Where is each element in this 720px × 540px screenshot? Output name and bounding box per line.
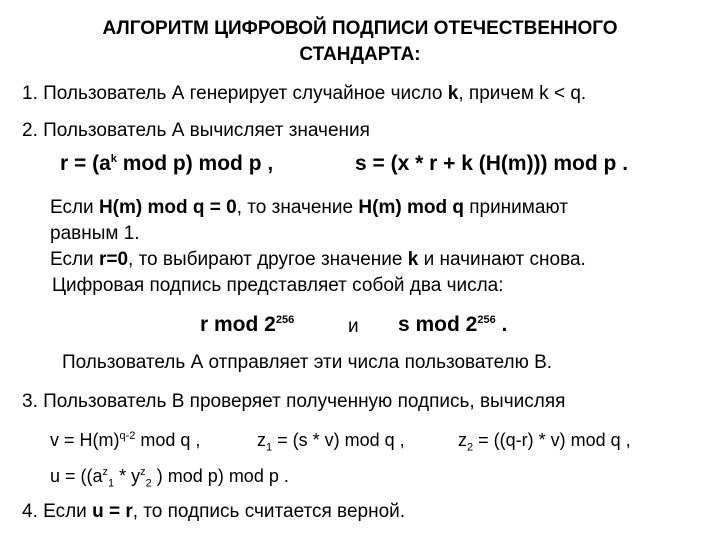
condition-r-zero: Если r=0, то выбирают другое значение k и начинают снова. [50,249,586,270]
signature-and: и [348,316,359,337]
condition-hash-line-2: равным 1. [50,223,140,244]
formula-r-exp: k [110,153,117,165]
step-1-condition: , причем k < q. [458,83,587,104]
formula-s: s = (x * r + k (H(m))) mod p . [355,152,629,175]
formula-z1: $z_1 = (s * v)$ mod q , [257,430,405,454]
formula-z2: $z_2 = ((q-r) * v)$ mod q , [458,430,631,454]
formula-u: $u = ((a^z_1 * y^z_2$ ) mod p) mod p . [50,466,289,490]
step-1-k: k [447,83,459,104]
slide-title [20,16,700,68]
title-line-1: АЛГОРИТМ ЦИФРОВОЙ ПОДПИСИ ОТЕЧЕСТВЕННОГО [102,18,618,39]
condition-hash: Если H(m) mod q = 0, то значение H(m) mod q принимают [50,197,568,218]
signature-description: Цифровая подпись представляет собой два числа: [52,275,504,296]
title-line-2: СТАНДАРТА: [299,44,421,65]
formula-v: $v = H(m)^{q-2}$ mod q , [50,430,201,450]
send-text: Пользователь А отправляет эти числа пользователю В. [62,352,553,373]
formula-r: $r = (a^k$ mod p) mod p , [60,152,274,175]
signature-r: r mod $2^{256}$ [200,313,295,336]
step-4: 4. Если u = r, то подпись считается верной. [22,501,406,522]
step-3: 3. Пользователь В проверяет полученную подпись, вычисляя [22,391,566,412]
step-1 [22,82,586,106]
step-2: 2. Пользователь А вычисляет значения [22,120,370,141]
signature-s: s mod $2^{256}$ . [398,313,508,336]
step-1-text: 1. Пользователь А генерирует случайное число [22,83,448,104]
